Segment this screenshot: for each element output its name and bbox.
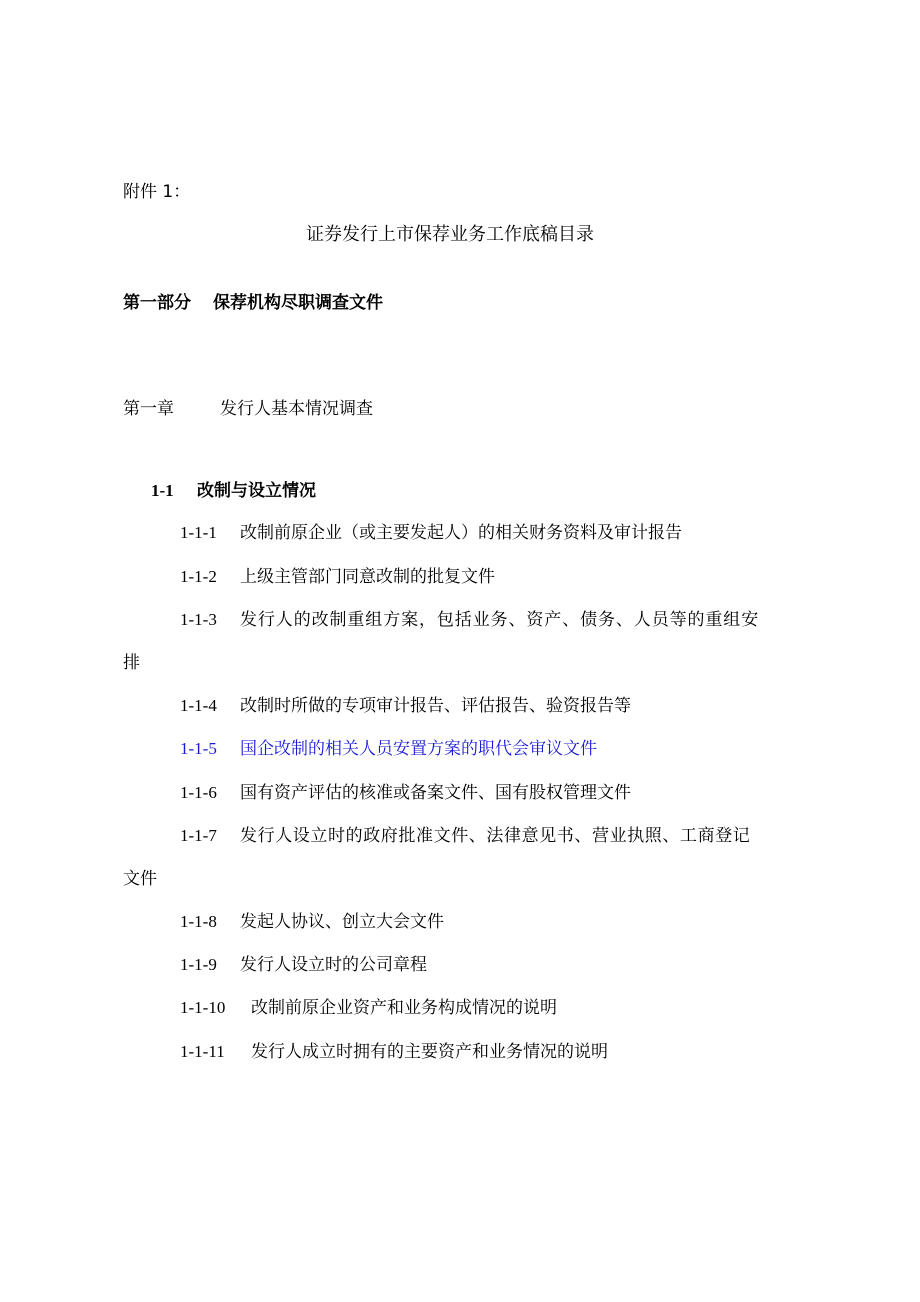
item-text: 改制时所做的专项审计报告、评估报告、验资报告等 [240,696,631,716]
list-item [180,522,682,544]
list-item [180,997,557,1019]
item-text: 发行人的改制重组方案，包括业务、资产、债务、人员等的重组安 [240,610,760,630]
part-title: 保荐机构尽职调查文件 [213,293,383,313]
item-text: 发行人成立时拥有的主要资产和业务情况的说明 [251,1042,608,1062]
item-number: 1-1-4 [180,696,217,715]
attachment-label [123,181,190,203]
list-item-continuation [123,652,140,674]
list-item [180,911,444,933]
list-item-highlighted [180,738,597,760]
attachment-label-text: 附件 1： [123,182,191,202]
document-title-text: 证券发行上市保荐业务工作底稿目录 [306,224,594,245]
item-number: 1-1-11 [180,1042,225,1061]
item-number: 1-1-9 [180,955,217,974]
section-heading [151,480,316,502]
document-title [306,224,594,246]
chapter-label: 第一章 [123,399,174,419]
item-text: 国有资产评估的核准或备案文件、国有股权管理文件 [240,783,631,803]
item-number: 1-1-5 [180,739,217,758]
item-number: 1-1-2 [180,567,217,586]
list-item [180,954,427,976]
item-number: 1-1-10 [180,998,226,1017]
item-continuation-text: 文件 [123,869,157,889]
section-number: 1-1 [151,481,174,500]
item-number: 1-1-1 [180,523,217,542]
part-label: 第一部分 [123,293,191,313]
chapter-heading [123,398,373,420]
item-text: 发起人协议、创立大会文件 [240,912,444,932]
list-item-continuation [123,868,157,890]
item-continuation-text: 排 [123,653,140,673]
list-item [180,566,495,588]
list-item [180,609,759,631]
item-number: 1-1-6 [180,783,217,802]
chapter-title: 发行人基本情况调查 [220,399,373,419]
item-number: 1-1-7 [180,826,217,845]
part-heading [123,292,383,314]
item-text: 改制前原企业资产和业务构成情况的说明 [251,998,557,1018]
list-item [180,782,631,804]
item-text: 改制前原企业（或主要发起人）的相关财务资料及审计报告 [240,523,682,543]
item-text: 上级主管部门同意改制的批复文件 [240,567,495,587]
item-text: 发行人设立时的政府批准文件、法律意见书、营业执照、工商登记 [240,826,751,846]
item-number: 1-1-3 [180,610,217,629]
item-text: 发行人设立时的公司章程 [240,955,427,975]
item-number: 1-1-8 [180,912,217,931]
section-title: 改制与设立情况 [197,481,316,501]
list-item [180,695,631,717]
item-text: 国企改制的相关人员安置方案的职代会审议文件 [240,739,597,759]
list-item [180,1041,608,1063]
list-item [180,825,750,847]
